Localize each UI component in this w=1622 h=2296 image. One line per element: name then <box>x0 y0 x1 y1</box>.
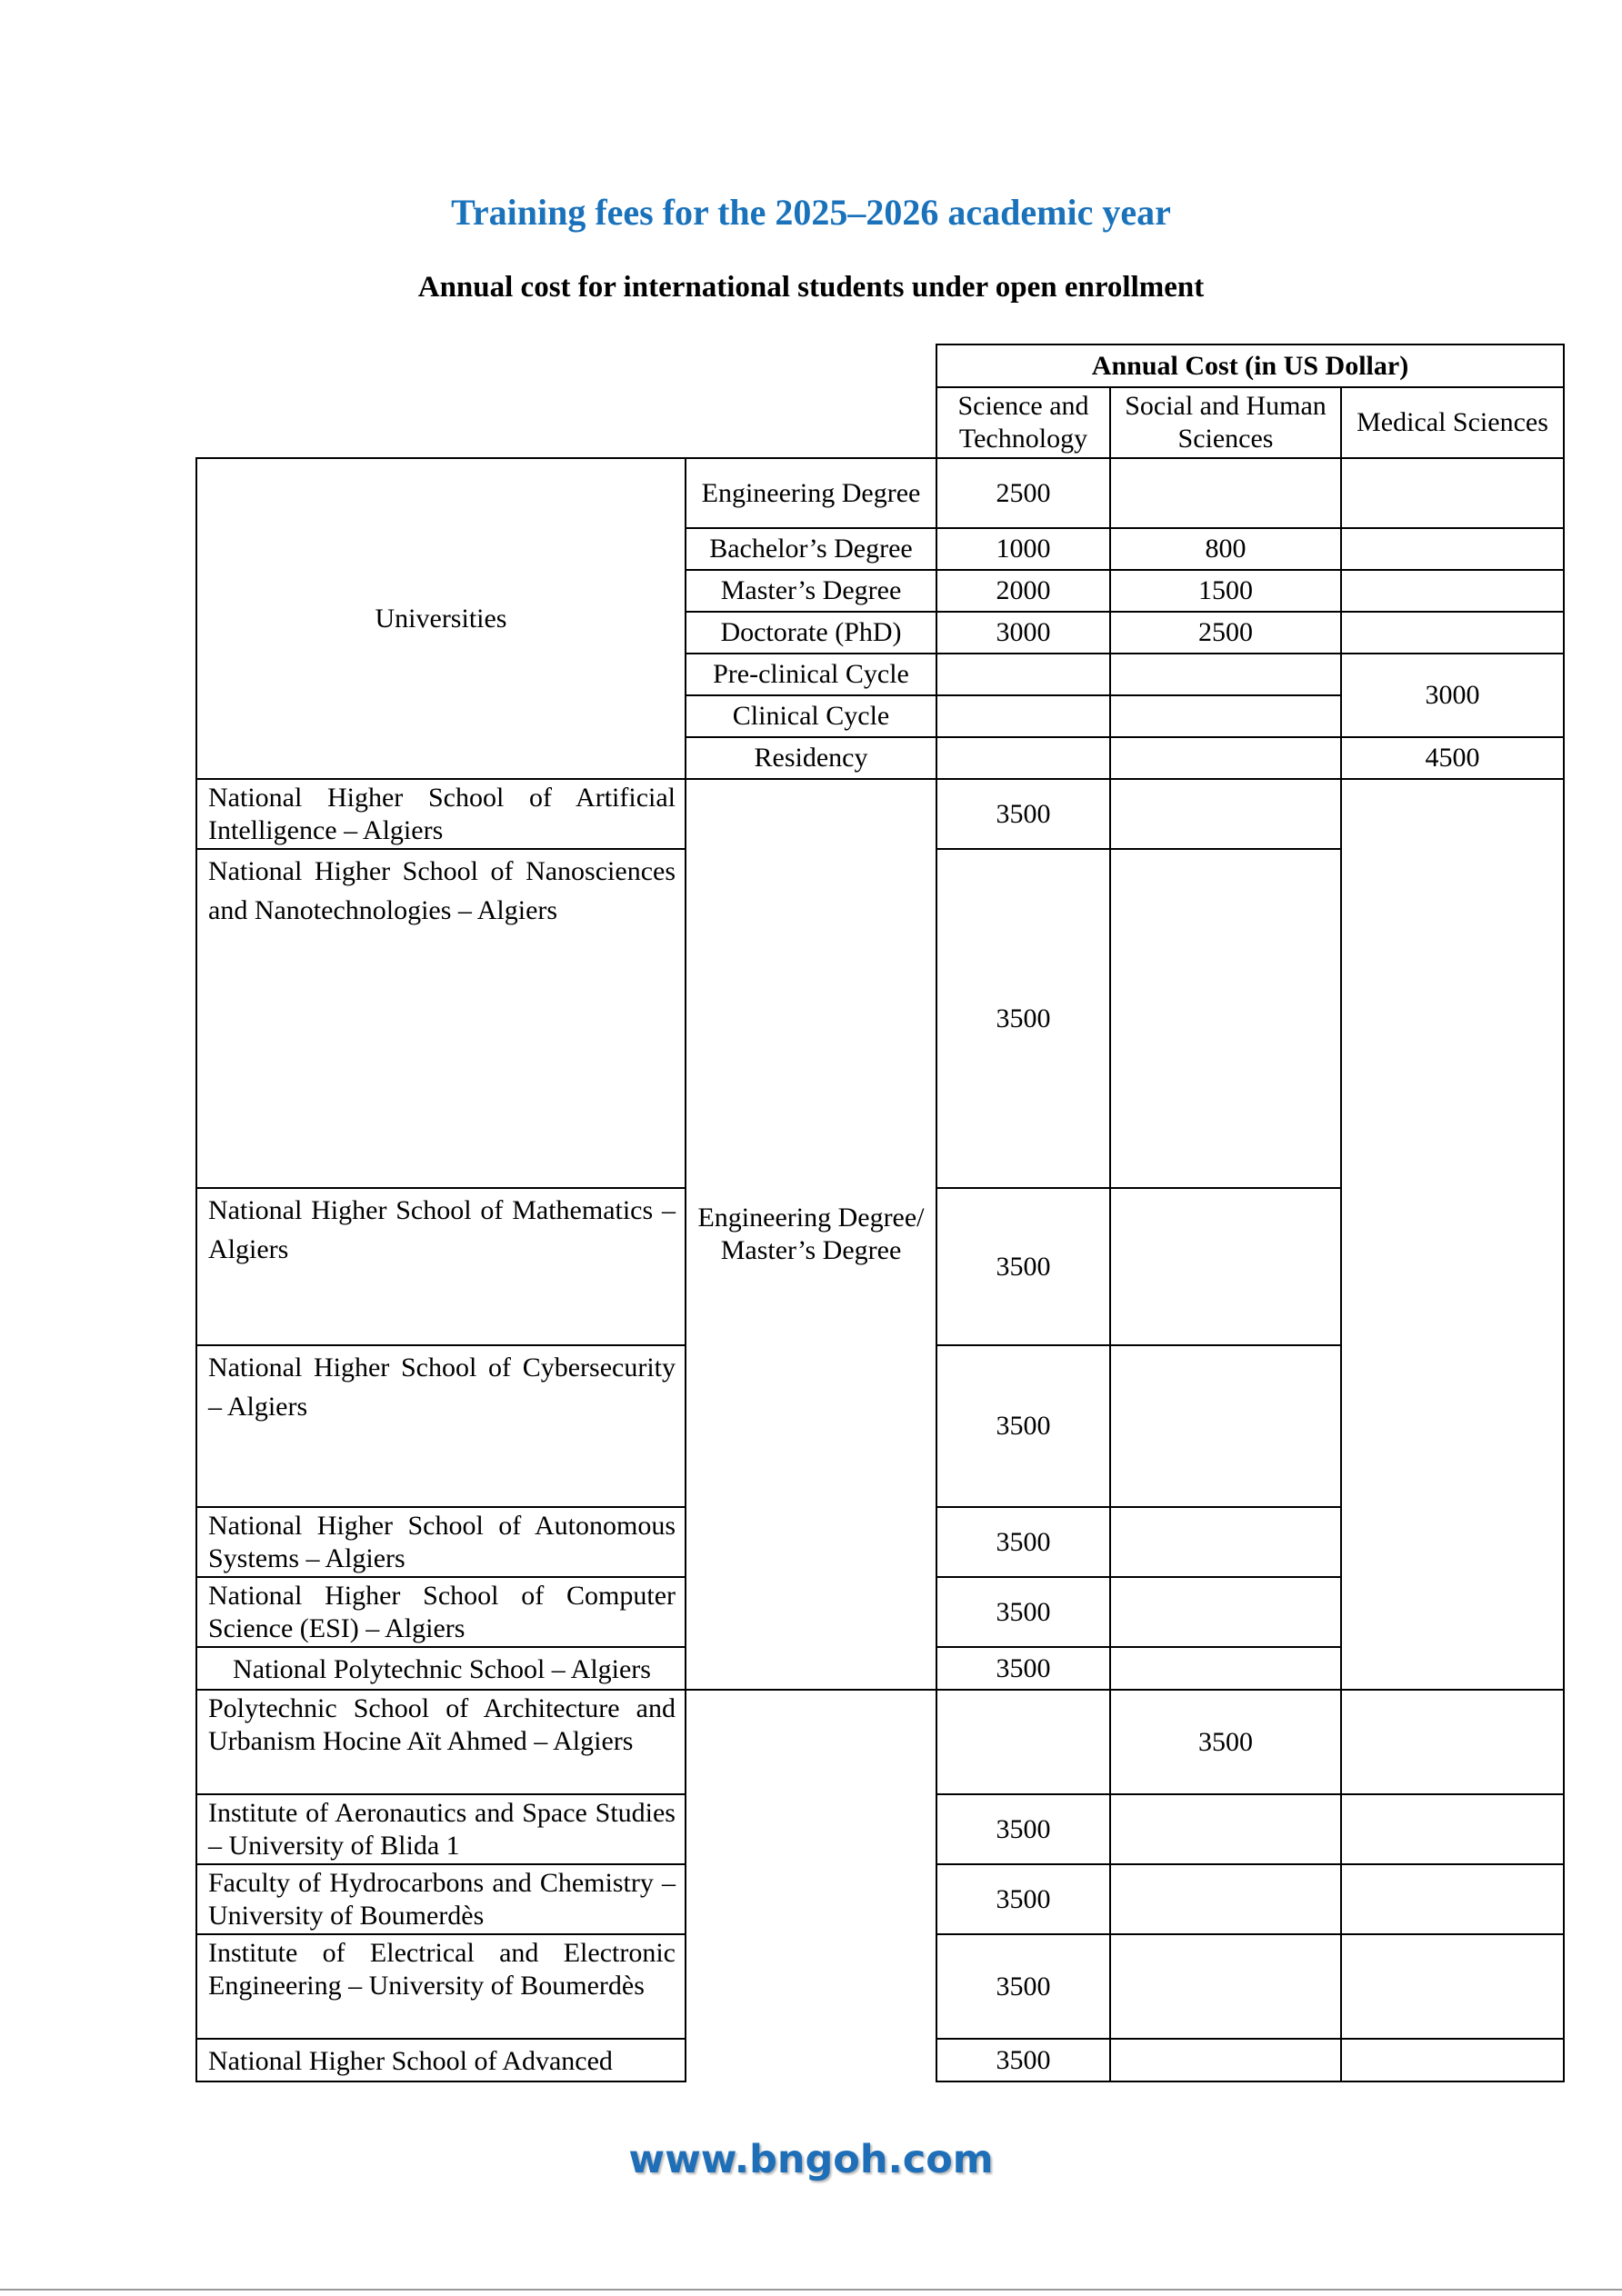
header-blank <box>196 344 686 387</box>
st-cost: 3500 <box>936 1934 1110 2039</box>
institution-name: National Higher School of Advanced <box>196 2039 686 2081</box>
degree-blank <box>686 1794 936 1864</box>
degree-cell: Residency <box>686 737 936 779</box>
med-cost <box>1341 570 1564 612</box>
degree-cell: Bachelor’s Degree <box>686 528 936 570</box>
st-cost: 3000 <box>936 612 1110 654</box>
med-cost <box>1341 528 1564 570</box>
table-row <box>196 1864 1564 1934</box>
med-cost: 4500 <box>1341 737 1564 779</box>
page-bottom-divider <box>0 2289 1622 2291</box>
shs-cost <box>1110 779 1341 849</box>
shs-cost: 3500 <box>1110 1690 1341 1794</box>
fees-table <box>195 344 1565 2082</box>
header-blank <box>196 387 686 458</box>
shs-cost <box>1110 695 1341 737</box>
st-cost: 1000 <box>936 528 1110 570</box>
shs-cost <box>1110 1934 1341 2039</box>
degree-cell: Clinical Cycle <box>686 695 936 737</box>
med-cost <box>1341 1864 1564 1934</box>
institution-name: National Higher School of Nanosciences and Nanotechnologies – Algiers <box>196 849 686 1188</box>
table-row <box>196 1690 1564 1794</box>
page-title: Training fees for the 2025–2026 academic year <box>451 192 1171 233</box>
table-row <box>196 458 1564 528</box>
shs-cost <box>1110 654 1341 695</box>
institution-name: Faculty of Hydrocarbons and Chemistry – University of Boumerdès <box>196 1864 686 1934</box>
header-annual-cost: Annual Cost (in US Dollar) <box>936 344 1564 387</box>
degree-cell: Doctorate (PhD) <box>686 612 936 654</box>
med-cost <box>1341 612 1564 654</box>
st-cost: 3500 <box>936 1188 1110 1345</box>
institution-name: National Higher School of Mathematics – Algiers <box>196 1188 686 1345</box>
st-cost: 3500 <box>936 1345 1110 1507</box>
shs-cost <box>1110 1188 1341 1345</box>
st-cost: 2000 <box>936 570 1110 612</box>
shs-cost <box>1110 1345 1341 1507</box>
shs-cost <box>1110 1507 1341 1577</box>
shs-cost <box>1110 1794 1341 1864</box>
med-cost <box>1341 1794 1564 1864</box>
institution-name: National Higher School of Computer Science (ESI) – Algiers <box>196 1577 686 1647</box>
table-row <box>196 779 1564 849</box>
shs-cost <box>1110 1577 1341 1647</box>
st-cost <box>936 1690 1110 1794</box>
med-cost-merged <box>1341 779 1564 1690</box>
st-cost <box>936 654 1110 695</box>
st-cost: 3500 <box>936 1577 1110 1647</box>
institution-name: Polytechnic School of Architecture and Urbanism Hocine Aït Ahmed – Algiers <box>196 1690 686 1794</box>
institution-name: National Polytechnic School – Algiers <box>196 1647 686 1690</box>
schools-degree: Engineering Degree/ Master’s Degree <box>686 779 936 1690</box>
shs-cost: 800 <box>1110 528 1341 570</box>
st-cost: 3500 <box>936 849 1110 1188</box>
shs-cost <box>1110 458 1341 528</box>
st-cost: 3500 <box>936 1794 1110 1864</box>
degree-blank <box>686 1934 936 2039</box>
institution-name: National Higher School of Artificial Intelligence – Algiers <box>196 779 686 849</box>
header-science-technology: Science and Technology <box>936 387 1110 458</box>
header-social-human-sciences: Social and Human Sciences <box>1110 387 1341 458</box>
institution-name: Institute of Aeronautics and Space Studies – University of Blida 1 <box>196 1794 686 1864</box>
shs-cost <box>1110 737 1341 779</box>
header-row-columns <box>196 387 1564 458</box>
degree-blank <box>686 1864 936 1934</box>
degree-cell: Engineering Degree <box>686 458 936 528</box>
header-blank <box>686 344 936 387</box>
st-cost <box>936 737 1110 779</box>
st-cost <box>936 695 1110 737</box>
degree-cell: Pre-clinical Cycle <box>686 654 936 695</box>
st-cost: 3500 <box>936 2039 1110 2081</box>
med-cost-clinical: 3000 <box>1341 654 1564 737</box>
med-cost <box>1341 1690 1564 1794</box>
st-cost: 3500 <box>936 1864 1110 1934</box>
degree-blank <box>686 2039 936 2081</box>
table-row <box>196 1934 1564 2039</box>
header-row-group <box>196 344 1564 387</box>
st-cost: 2500 <box>936 458 1110 528</box>
institution-name: Institute of Electrical and Electronic Engineering – University of Boumerdès <box>196 1934 686 2039</box>
header-medical-sciences: Medical Sciences <box>1341 387 1564 458</box>
website-watermark: www.bngoh.com <box>628 2137 994 2182</box>
st-cost: 3500 <box>936 779 1110 849</box>
shs-cost <box>1110 1647 1341 1690</box>
degree-cell: Master’s Degree <box>686 570 936 612</box>
institution-name: National Higher School of Autonomous Systems – Algiers <box>196 1507 686 1577</box>
shs-cost: 2500 <box>1110 612 1341 654</box>
med-cost <box>1341 1934 1564 2039</box>
header-blank <box>686 387 936 458</box>
st-cost: 3500 <box>936 1647 1110 1690</box>
institution-name: National Higher School of Cybersecurity – Algiers <box>196 1345 686 1507</box>
universities-label: Universities <box>196 458 686 779</box>
shs-cost: 1500 <box>1110 570 1341 612</box>
med-cost <box>1341 2039 1564 2081</box>
med-cost <box>1341 458 1564 528</box>
table-row <box>196 2039 1564 2081</box>
page-subtitle: Annual cost for international students under open enrollment <box>417 271 1205 304</box>
degree-blank <box>686 1690 936 1794</box>
shs-cost <box>1110 849 1341 1188</box>
table-row <box>196 1794 1564 1864</box>
shs-cost <box>1110 2039 1341 2081</box>
shs-cost <box>1110 1864 1341 1934</box>
st-cost: 3500 <box>936 1507 1110 1577</box>
